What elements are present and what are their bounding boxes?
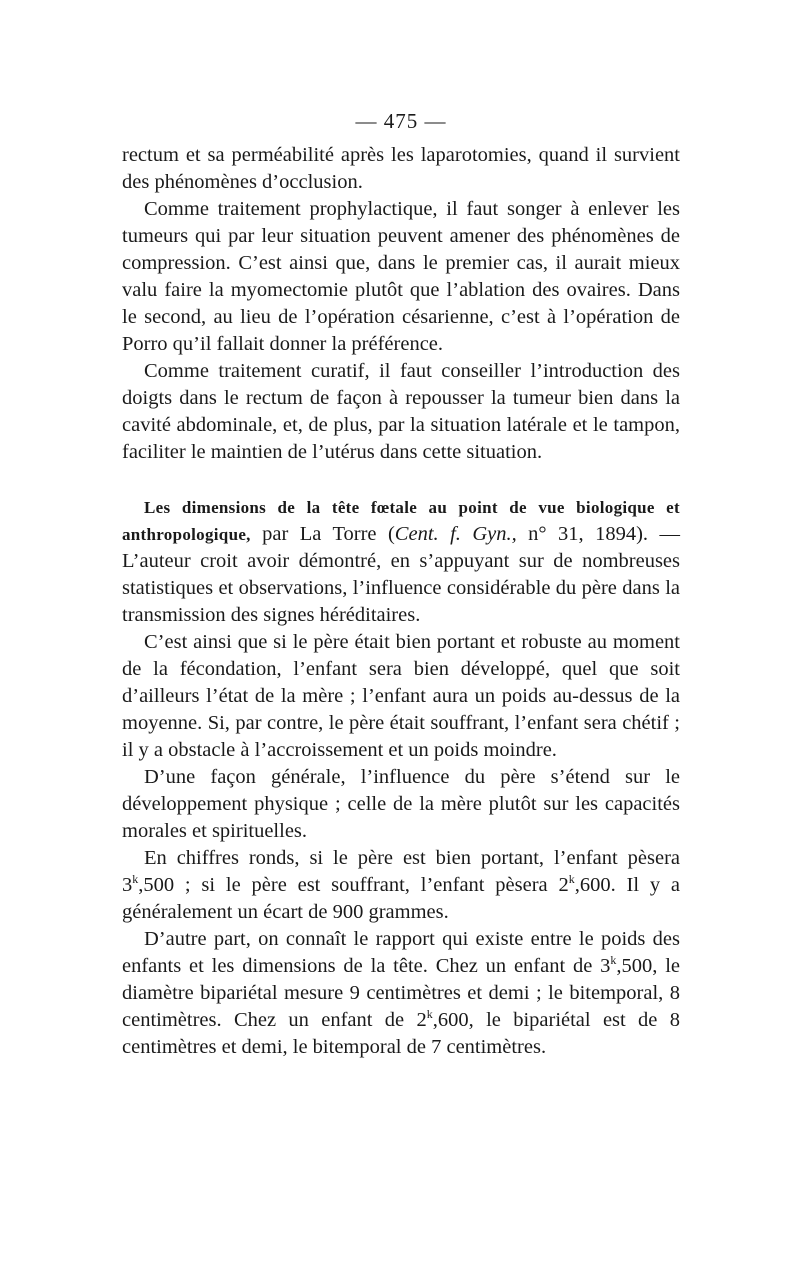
text-segment: ,500, le diamètre bipariétal mesure 9 centimètres et demi ; le bitemporal, 8 centimètres. Chez un enfant de 2 (122, 955, 680, 1031)
article-intro-paragraph (122, 494, 680, 629)
superscript: k (610, 953, 617, 968)
article-byline-pre: par La Torre ( (250, 523, 395, 545)
text-segment: D’autre part, on connaît le rapport qui existe entre le poids des enfants et les dimensions de la tête. Chez un enfant de 3 (122, 928, 680, 977)
article-byline-post: n° 31, 1894). — L’auteur croit avoir démontré, en s’appuyant sur de nombreuses statistiques et observations, l’influence considérable du père dans la transmission des signes héréditaires. (122, 523, 680, 626)
section-gap (122, 466, 680, 494)
text-segment: En chiffres ronds, si le père est bien portant, l’enfant pèsera 3 (122, 847, 680, 896)
superscript: k (132, 872, 139, 887)
paragraph-curative-treatment: Comme traitement curatif, il faut conseiller l’introduction des doigts dans le rectum de façon à repousser la tumeur bien dans la cavité abdominale, et, de plus, par la situation latérale et le tampon, faciliter le maintien de l’utérus dans cette situation. (122, 360, 680, 463)
document-page (122, 108, 680, 1061)
superscript: k (568, 872, 575, 887)
article-source: Cent. f. Gyn., (394, 523, 517, 545)
paragraph-continuation: rectum et sa perméabilité après les laparotomies, quand il survient des phénomènes d’occlusion. (122, 144, 680, 193)
paragraph-general-influence: D’une façon générale, l’influence du père s’étend sur le développement physique ; celle de la mère plutôt sur les capacités morales et spirituelles. (122, 766, 680, 842)
text-segment: ,500 ; si le père est souffrant, l’enfant pèsera 2 (138, 874, 569, 896)
article-title: Les dimensions de la tête fœtale au point de vue biologique et anthropologique, (122, 498, 680, 544)
superscript: k (426, 1007, 433, 1022)
text-segment: ,600, le bipariétal est de 8 centimètres et demi, le bitemporal de 7 centimètres. (122, 1009, 680, 1058)
paragraph-head-dimensions (122, 926, 680, 1061)
text-segment: ,600. Il y a généralement un écart de 900 grammes. (122, 874, 680, 923)
paragraph-prophylactic-treatment: Comme traitement prophylactique, il faut songer à enlever les tumeurs qui par leur situation peuvent amener des phénomènes de compression. C’est ainsi que, dans le premier cas, il aurait mieux valu faire la myomectomie plutôt que l’ablation des ovaires. Dans le second, au lieu de l’opération césarienne, c’est à l’opération de Porro qu’il fallait donner la préférence. (122, 198, 680, 355)
paragraph-father-health: C’est ainsi que si le père était bien portant et robuste au moment de la fécondation, l’enfant sera bien développé, quel que soit d’ailleurs l’état de la mère ; l’enfant aura un poids au-dessus de la moyenne. Si, par contre, le père était souffrant, l’enfant sera chétif ; il y a obstacle à l’accroissement et un poids moindre. (122, 631, 680, 761)
paragraph-round-figures (122, 845, 680, 926)
page-number: — 475 — (355, 109, 447, 133)
